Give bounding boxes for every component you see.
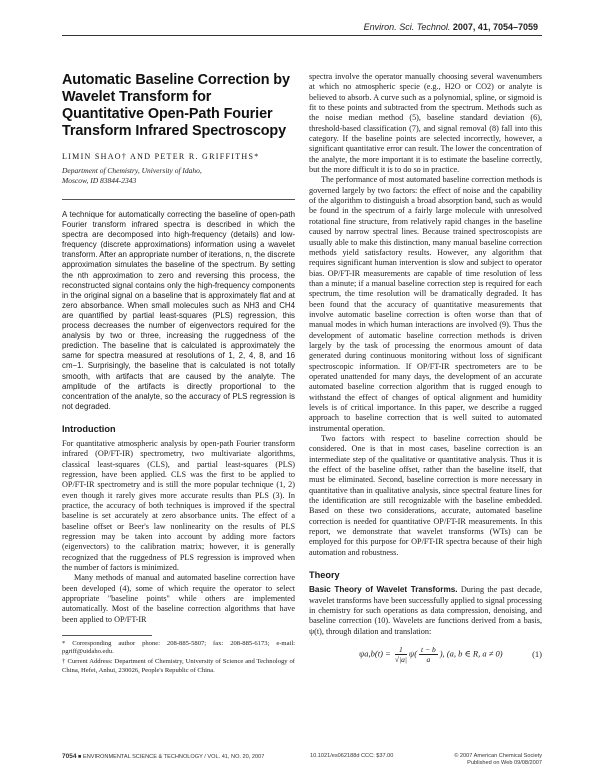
current-address-footnote: † Current Address: Department of Chemistry, University of Science and Technology of China, Hefei, Anhui, 230026, People's Republic of China. <box>62 658 295 674</box>
theory-paragraph <box>309 585 542 637</box>
published-date: Published on Web 09/08/2007 <box>467 760 542 766</box>
header-rule <box>62 35 542 36</box>
footer-doi: 10.1021/es062188d CCC: $37.00 <box>310 753 394 759</box>
introduction-heading: Introduction <box>62 423 116 434</box>
theory-text: During the past decade, wavelet transforms have been successfully applied to signal processing in chemistry for such operations as data compression, denoising, and baseline correction (10). Wavelets are functions derived from a basis, ψ(t), through dilation and translation: <box>309 585 542 636</box>
right-paragraph-2: The performance of most automated baseline correction methods is governed largely by two factors: the effect of noise and the capability of the algorithm to distinguish a broad absorption band, such as would be found in the spectrum of a fairly large molecule with unresolved rotational fine structure, from relatively rapid changes in the baseline caused by narrow spectral lines. Because trained spectroscopists are usually able to make this distinction, many manual baseline correction methods yield satisfactory results. However, any algorithm that requires significant human intervention is slow and subject to operator bias. OP/FT-IR measurements are capable of time resolution of less than a minute; if a manual baseline correction step is required for each spectrum, the time resolution will be dramatically degraded. It has been found that the accuracy of quantitative measurements that involve automatic baseline correction is often worse than that of manual modes in which human interactions are involved (9). Thus the development of automatic baseline correction methods is driven largely by the task of processing the enormous amount of data generated during continuous monitoring without loss of significant spectroscopic information. If OP/FT-IR spectrometers are to be operated unattended for many days, the development of an accurate automated baseline correction algorithm that is rugged enough to withstand the effect of changes of optical alignment and humidity levels is of critical importance. In this paper, we describe a rugged approach to baseline correction that is well suited to automated instrumental operation. <box>309 175 542 433</box>
journal-volume-info: ■ ENVIRONMENTAL SCIENCE & TECHNOLOGY / VOL. 41, NO. 20, 2007 <box>78 754 265 760</box>
equation-1 <box>309 645 542 664</box>
corresponding-author-footnote: * Corresponding author phone: 208-885-5807; fax: 208-885-6173; e-mail: pgriff@uidaho.edu. <box>62 640 295 656</box>
equation-coefficient <box>395 645 407 664</box>
abstract: A technique for automatically correcting the baseline of open-path Fourier transform infrared spectra is described in which the spectra are decomposed into high-frequency (details) and low-frequency (discrete approximations) information using a wavelet transform. After an appropriate number of iterations, n, the discrete approximation simulates the baseline of the spectrum. By setting the nth approximation to zero and reversing this process, the reconstructed signal contains only the high-frequency components in the original signal on a baseline that is approximately flat and at zero absorbance. When small molecules such as NH3 and CH4 are quantified by partial least-squares (PLS) regression, this process decreases the number of eigenvectors required for the analysis by two or three, increasing the ruggedness of the prediction. The baseline that is calculated is approximately the same for spectra measured at resolutions of 1, 2, 4, 8, and 16 cm−1. Surprisingly, the baseline that is calculated is not totally smooth, with artifacts that are caused by the analyte. The amplitude of the artifacts is directly proportional to the concentration of the analyte, so the accuracy of PLS regression is not degraded. <box>62 210 295 411</box>
footer-right <box>454 753 542 767</box>
affiliation-divider <box>62 199 295 200</box>
author-list: LIMIN SHAO† AND PETER R. GRIFFITHS* <box>62 152 260 161</box>
affiliation-line-2: Moscow, ID 83844-2343 <box>62 175 137 185</box>
equation-number: (1) <box>532 649 542 660</box>
citation: 2007, 41, 7054–7059 <box>452 22 538 32</box>
copyright: © 2007 American Chemical Society <box>454 753 542 759</box>
equation-body: ψa,b(t) = $\frac{1}{√|a|}$ ψ( $\frac{t - b}{a}$ ), (a, b ∈ R, a ≠ 0) <box>359 644 503 664</box>
right-paragraph-3: Two factors with respect to baseline correction should be considered. One is that in most cases, baseline correction is an intermediate step of the qualitative or quantitative analysis. Thus it is the effect of the baseline offset, rather than the baseline itself, that must be eliminated. Second, baseline correction is more necessary in quantitative than in qualitative analysis, since spectral feature lines for the identification are still recognizable with the baseline embedded. Based on these two considerations, accurate, automated baseline correction is needed for quantitative OP/FT-IR measurements. In this report, we demonstrate that wavelet transforms (WTs) can be employed for this purpose for OP/FT-IR spectra because of their high automation and robustness. <box>309 434 542 557</box>
introduction-paragraph-2: Many methods of manual and automated baseline correction have been developed (4), some of which require the operator to select appropriate "baseline points" while others are implemented automatically. Most of the baseline correction algorithms that have been applied to OP/FT-IR <box>62 573 295 624</box>
equation-lhs: ψa,b(t) = <box>359 648 393 659</box>
equation-argument <box>419 645 438 664</box>
running-header <box>364 22 538 32</box>
basic-theory-subheading: Basic Theory of Wavelet Transforms. <box>309 585 458 595</box>
left-column <box>62 72 295 677</box>
page-number: 7054 <box>62 753 77 760</box>
equation-psi: ψ <box>408 648 415 659</box>
right-paragraph-1: spectra involve the operator manually choosing several wavenumbers at which no atmospheric specie (e.g., H2O or CO2) or analyte is believed to absorb. A curve such as a polynomial, spline, or sigmoid is fit to these points and subtracted from the spectrum. Methods such as the noise median method (5), baseline standard deviation (6), threshold-based classification (7), and signal removal (8) fall into this category. If the baseline points are selected incorrectly, however, a significant quantitative error can result. The lower the concentration of the analyte, the more important it is to estimate the baseline correctly, but the more difficult it is to do so in practice. <box>309 72 542 175</box>
journal-name: Environ. Sci. Technol. <box>363 22 451 32</box>
coefficient-numerator: 1 <box>395 645 407 655</box>
article-title: Automatic Baseline Correction by Wavelet Transform for Quantitative Open-Path Fourier Transform Infrared Spectroscopy <box>62 72 290 139</box>
footer-left <box>62 753 264 760</box>
argument-denominator: a <box>426 654 431 664</box>
affiliation <box>62 166 295 185</box>
footnote-divider <box>62 635 152 636</box>
theory-heading: Theory <box>309 570 340 581</box>
right-column <box>309 72 542 664</box>
introduction-paragraph-1: For quantitative atmospheric analysis by open-path Fourier transform infrared (OP/FT-IR) spectrometry, two multivariate algorithms, classical least-squares (CLS), and partial least-squares (PLS) regression, have been applied. CLS was the first to be applied to OP/FT-IR spectrometry and is still the more popular technique (1, 2) even though it rarely gives more accurate results than PLS (3). In practice, the accuracy of both techniques is improved if the spectral baseline is set accurately at zero absorbance units. The effect of a baseline offset or Beer's law nonlinearity on the results of PLS regression may be taken into account by adding more factors (eigenvectors) to the calibration matrix; however, it is generally recognized that the ruggedness of PLS regression is improved when the number of factors is minimized. <box>62 438 295 572</box>
affiliation-line-1: Department of Chemistry, University of Idaho, <box>62 166 202 175</box>
equation-condition: , (a, b ∈ R, a ≠ 0) <box>442 648 503 659</box>
argument-numerator: t − b <box>421 644 436 654</box>
coefficient-denominator: √|a| <box>394 654 407 664</box>
